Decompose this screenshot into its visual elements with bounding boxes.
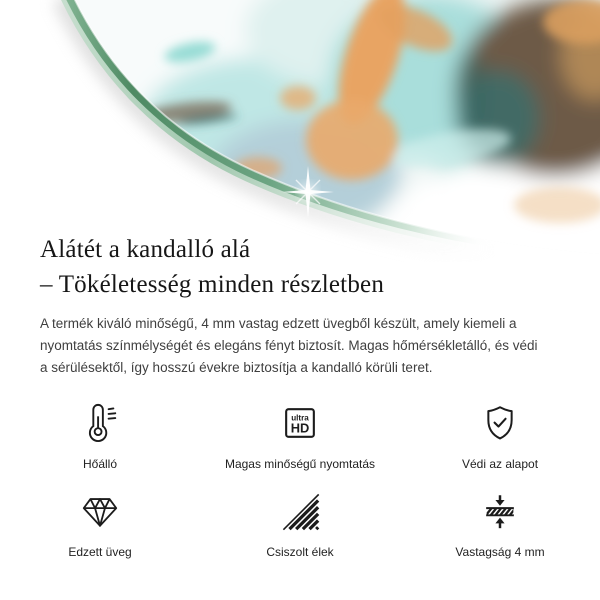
feature-label: Vastagság 4 mm xyxy=(455,545,545,559)
feature-label: Hőálló xyxy=(82,457,118,471)
feature-tempered-glass xyxy=(0,489,200,559)
title-line-1: Alátét a kandalló alá xyxy=(40,236,251,263)
ultra-text: ultra xyxy=(291,413,309,423)
hd-text: HD xyxy=(290,420,310,436)
feature-label: Védi az alapot xyxy=(461,457,539,471)
thermometer-icon xyxy=(79,401,121,445)
feature-grid xyxy=(0,401,600,559)
product-description-block xyxy=(40,232,560,379)
product-hero-image xyxy=(0,0,600,262)
feature-label: Edzett üveg xyxy=(68,545,132,559)
polished-edges-icon xyxy=(279,489,321,533)
feature-thickness xyxy=(400,489,600,559)
shield-check-icon xyxy=(479,401,521,445)
diamond-icon xyxy=(79,489,121,533)
feature-heat-resistant xyxy=(0,401,200,471)
feature-polished-edges xyxy=(200,489,400,559)
product-description: A termék kiváló minőségű, 4 mm vastag edzett üvegből készült, amely kiemeli a nyomtatás színmélységét és elegáns fényt biztosít. Magas hőmérsékletálló, és védi a sérülésektől, így hosszú évekre biztosítja a kandalló körüli teret. xyxy=(40,316,538,375)
feature-print-quality xyxy=(200,401,400,471)
thickness-icon xyxy=(479,489,521,533)
page-title xyxy=(40,232,560,302)
feature-label: Magas minőségű nyomtatás xyxy=(224,457,376,471)
ultra-hd-icon xyxy=(279,401,321,445)
feature-protects-base xyxy=(400,401,600,471)
glass-disc-illustration xyxy=(0,0,600,262)
title-line-2: – Tökéletesség minden részletben xyxy=(40,271,385,298)
feature-label: Csiszolt élek xyxy=(266,545,334,559)
